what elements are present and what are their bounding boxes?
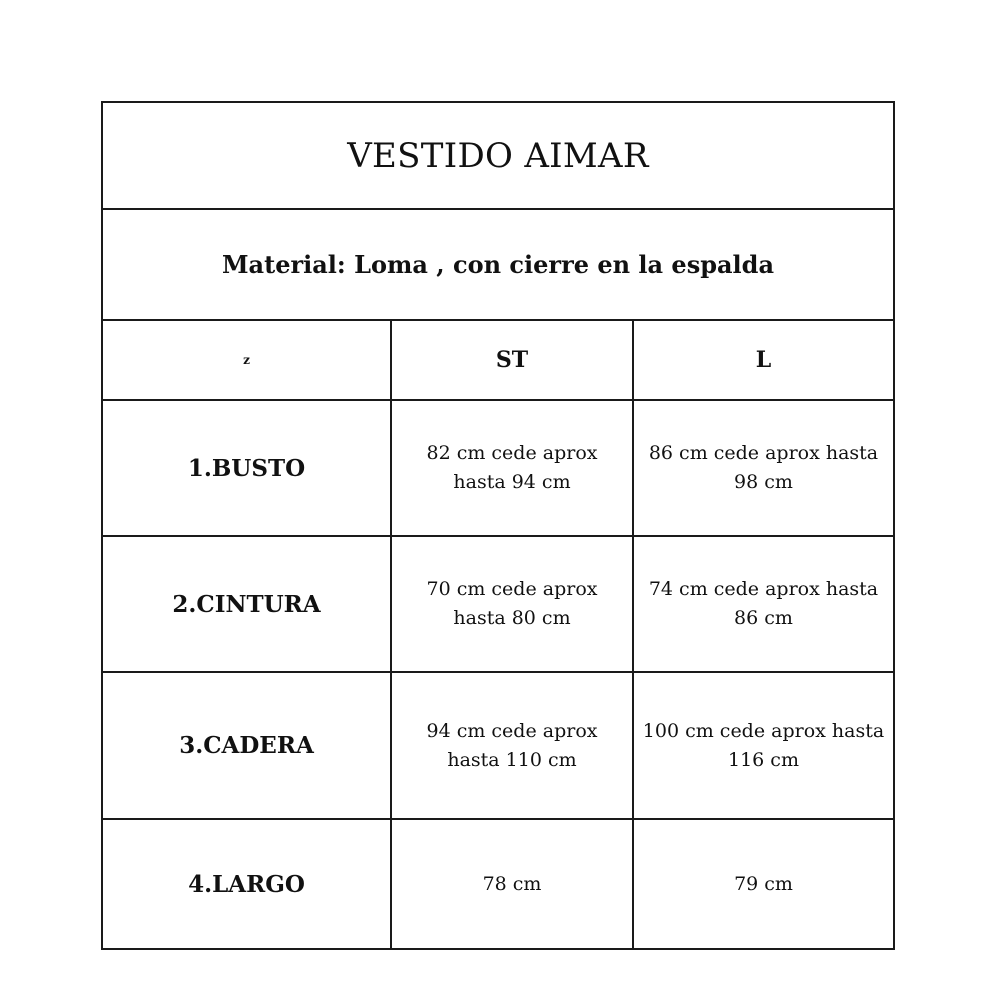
busto-l-value: 86 cm cede aprox hasta 98 cm [648,442,879,493]
cadera-l-value: 100 cm cede aprox hasta 116 cm [642,719,885,771]
cintura-l-value: 74 cm cede aprox hasta 86 cm [648,578,879,629]
row-label-cintura: 2.CINTURA [172,590,321,618]
material-note: Material: Loma , con cierre en la espalda [221,250,774,279]
size-header-l: L [755,347,772,373]
largo-l-value: 79 cm [734,872,793,895]
corner-label: z [243,353,250,367]
size-header-st: ST [495,347,529,373]
size-chart-table [101,101,895,950]
row-label-busto: 1.BUSTO [187,454,306,482]
row-label-cadera: 3.CADERA [179,732,314,759]
chart-title: VESTIDO AIMAR [347,135,649,176]
cadera-st-value: 94 cm cede aprox hasta 110 cm [426,719,598,771]
busto-st-value: 82 cm cede aprox hasta 94 cm [426,442,598,493]
cintura-st-value: 70 cm cede aprox hasta 80 cm [426,578,598,629]
largo-st-value: 78 cm [482,872,542,895]
row-label-largo: 4.LARGO [188,870,305,898]
